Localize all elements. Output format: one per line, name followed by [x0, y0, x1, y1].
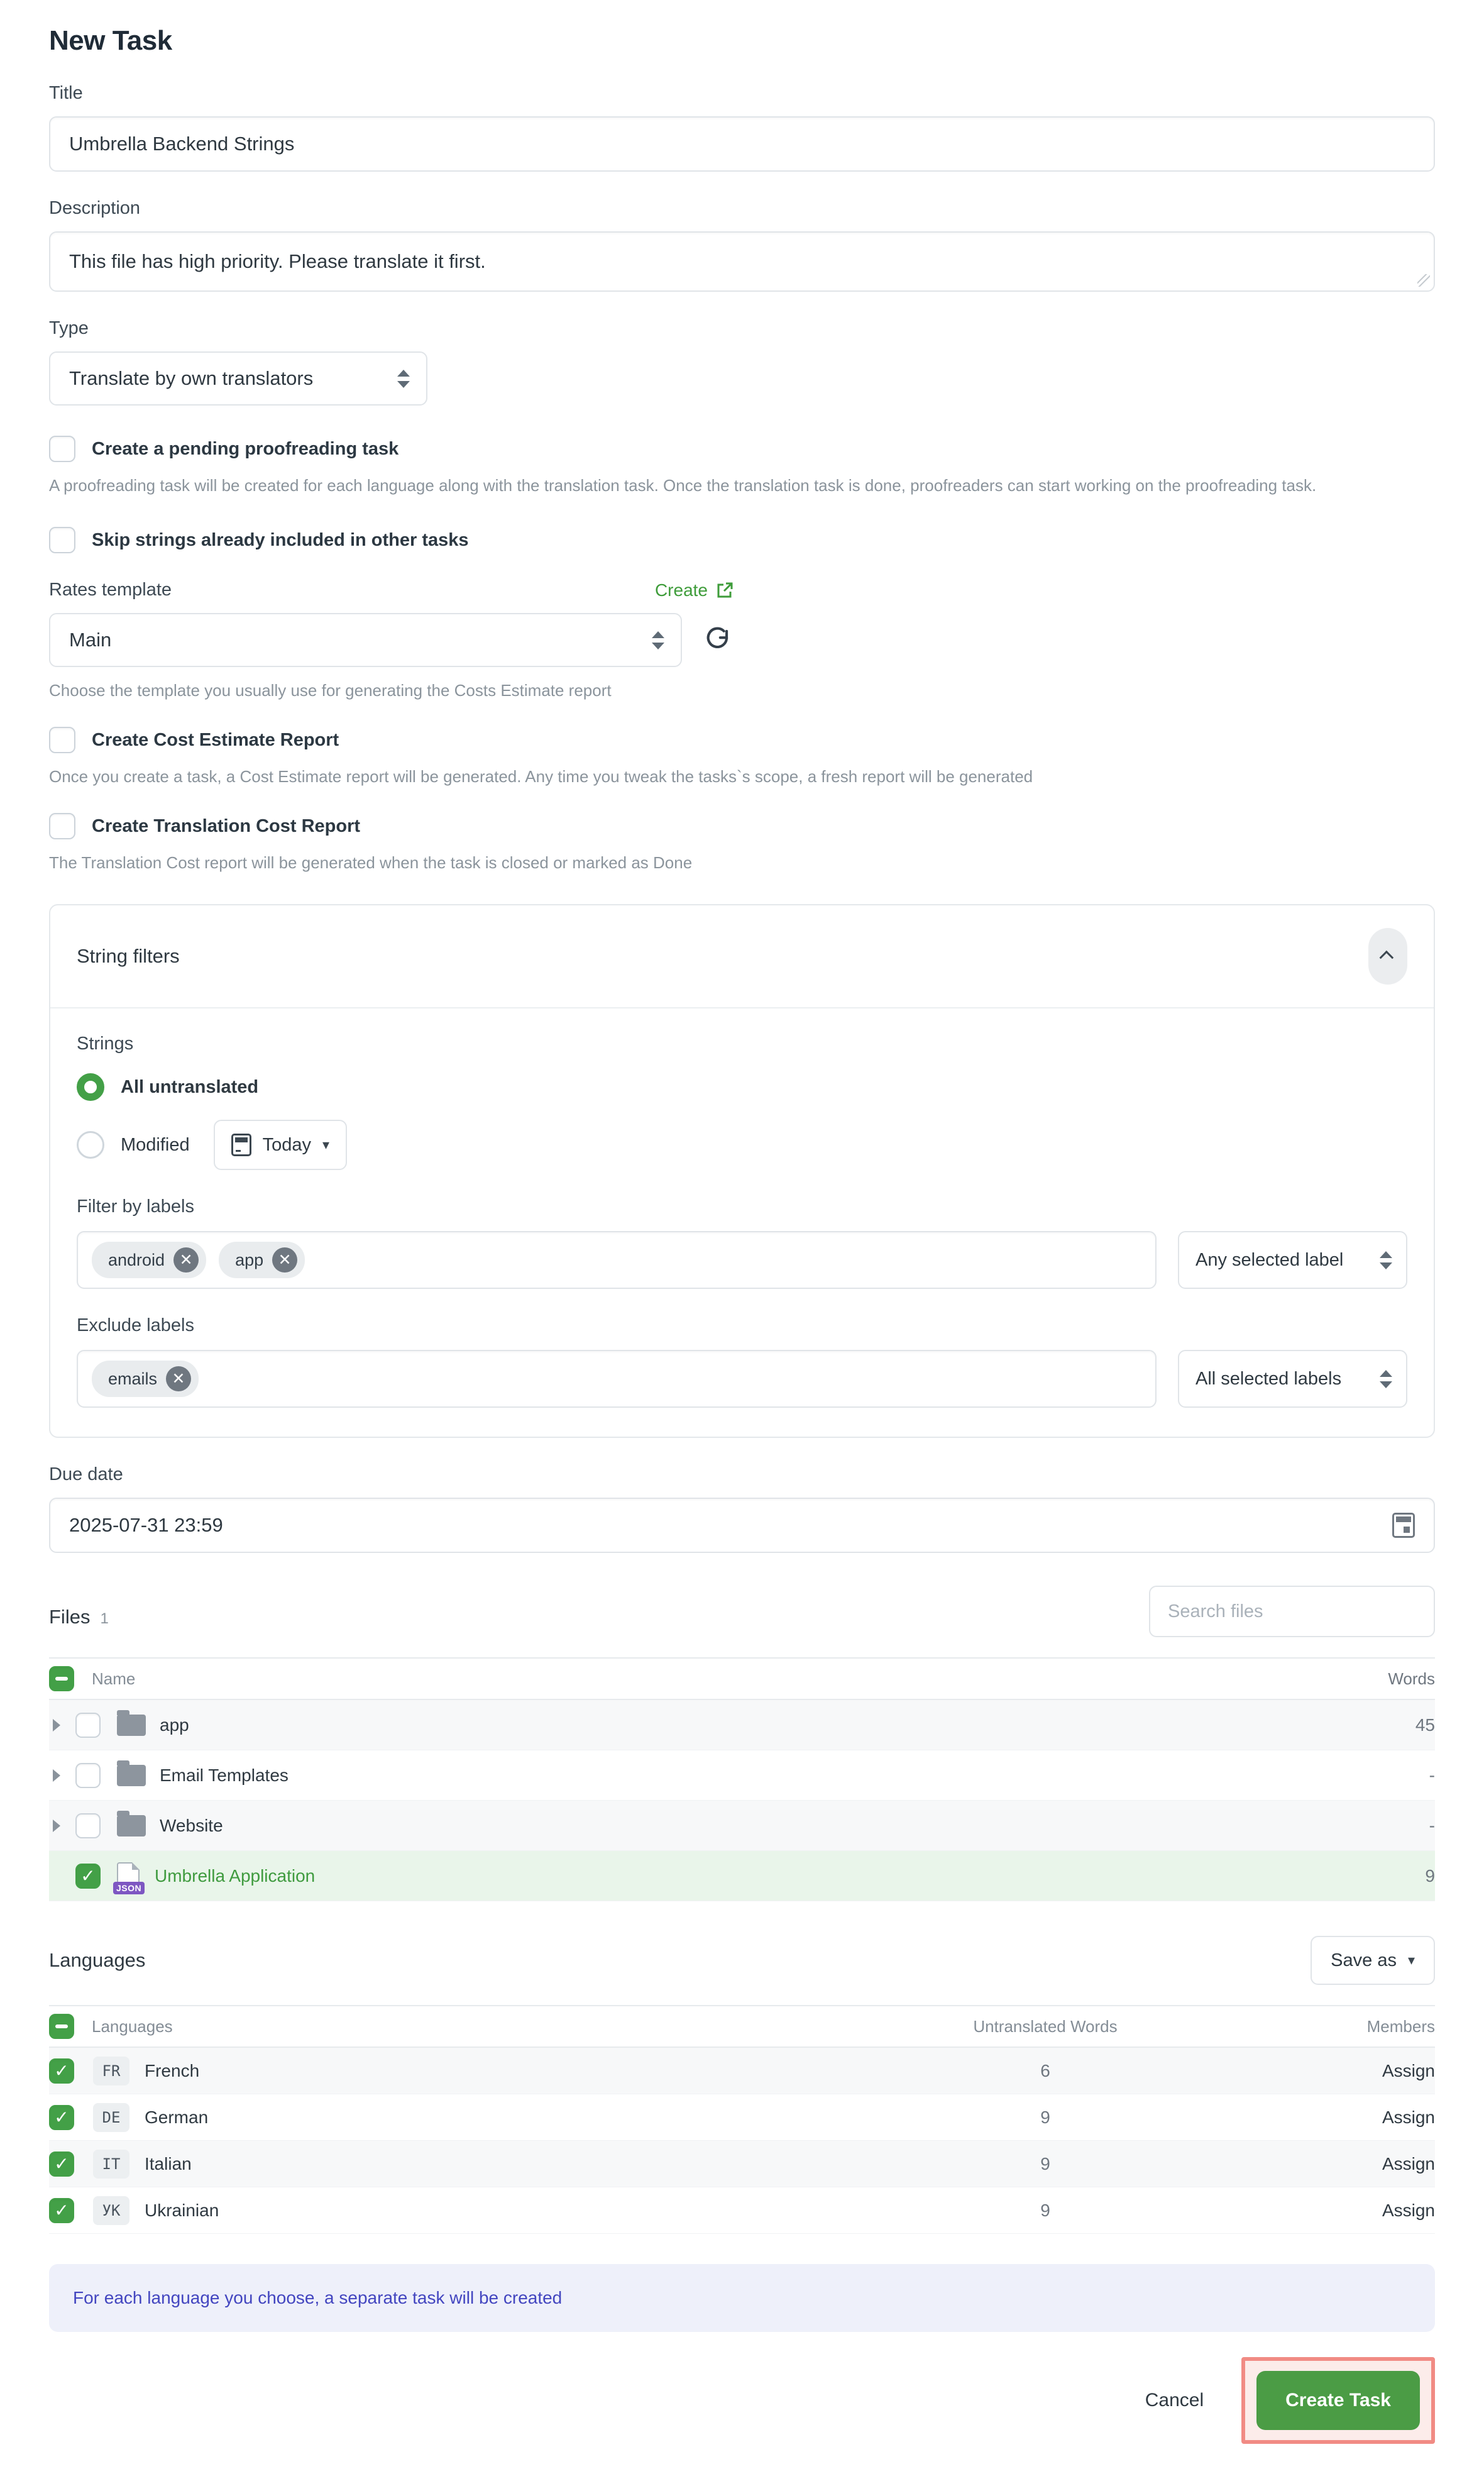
skip-strings-checkbox-label: Skip strings already included in other tasks — [92, 529, 469, 550]
refresh-icon — [703, 626, 732, 655]
string-filters-title: String filters — [77, 945, 180, 968]
untranslated-words-column-label: Untranslated Words — [973, 2016, 1118, 2036]
language-code-chip: FR — [93, 2057, 129, 2085]
rates-template-select[interactable] — [49, 613, 682, 667]
string-filters-body — [50, 1008, 1434, 1437]
language-name: German — [145, 2107, 209, 2127]
create-task-highlight — [1241, 2357, 1435, 2444]
language-checkbox[interactable]: ✓ — [49, 2105, 74, 2130]
remove-tag-icon[interactable]: ✕ — [166, 1366, 191, 1391]
language-code-chip: IT — [93, 2150, 129, 2179]
string-filters-card — [49, 904, 1435, 1438]
caret-down-icon: ▾ — [1407, 1952, 1415, 1969]
file-words: 9 — [1425, 1865, 1435, 1886]
members-column-label: Members — [1366, 2016, 1435, 2036]
description-label: Description — [49, 198, 141, 218]
files-column-name: Name — [92, 1669, 136, 1688]
description-input[interactable] — [49, 231, 1435, 292]
modified-radio[interactable] — [77, 1131, 104, 1159]
translation-cost-checkbox[interactable] — [49, 813, 75, 839]
file-name: Email Templates — [160, 1765, 289, 1785]
assign-link[interactable]: Assign — [1382, 2200, 1435, 2220]
file-checkbox[interactable] — [75, 1813, 101, 1838]
strings-label: Strings — [77, 1034, 134, 1054]
save-as-label: Save as — [1331, 1950, 1397, 1970]
label-tag-text: app — [235, 1250, 264, 1269]
files-column-words: Words — [1388, 1669, 1435, 1688]
files-section-title: Files — [49, 1606, 91, 1628]
language-checkbox[interactable]: ✓ — [49, 2198, 74, 2223]
expand-caret-icon[interactable] — [49, 1769, 75, 1782]
file-words: 45 — [1415, 1715, 1435, 1735]
file-name: Website — [160, 1815, 223, 1835]
json-file-icon — [116, 1862, 142, 1893]
json-badge: JSON — [113, 1882, 145, 1894]
file-name: app — [160, 1715, 189, 1735]
language-name: French — [145, 2060, 200, 2080]
cost-estimate-checkbox-row — [49, 727, 1435, 753]
file-row-umbrella-application[interactable] — [49, 1851, 1435, 1901]
remove-tag-icon[interactable]: ✕ — [272, 1247, 297, 1273]
filter-by-labels-label: Filter by labels — [77, 1196, 194, 1217]
language-checkbox[interactable]: ✓ — [49, 2151, 74, 2177]
language-checkbox[interactable]: ✓ — [49, 2058, 74, 2084]
folder-icon — [117, 1765, 146, 1786]
expand-caret-icon[interactable] — [49, 1820, 75, 1832]
file-checkbox[interactable] — [75, 1763, 101, 1788]
exclude-labels-input[interactable] — [77, 1350, 1157, 1408]
label-tag-app — [219, 1242, 305, 1278]
filter-labels-input[interactable] — [77, 1231, 1157, 1289]
rates-template-label: Rates template — [49, 580, 172, 600]
modified-radio-label: Modified — [121, 1134, 190, 1155]
file-name: Umbrella Application — [155, 1865, 316, 1886]
language-row-french[interactable] — [49, 2048, 1435, 2094]
refresh-rates-button[interactable] — [703, 626, 732, 655]
calendar-icon[interactable] — [1392, 1513, 1415, 1538]
chevron-up-icon — [1380, 951, 1394, 965]
language-row-ukrainian[interactable] — [49, 2187, 1435, 2234]
exclude-labels-row — [77, 1350, 1407, 1408]
languages-note-text: For each language you choose, a separate task will be created — [73, 2288, 563, 2308]
translation-cost-checkbox-label: Create Translation Cost Report — [92, 815, 361, 836]
exclude-labels-mode-select[interactable] — [1178, 1350, 1407, 1408]
modified-date-dropdown[interactable] — [214, 1120, 347, 1170]
languages-section-title: Languages — [49, 1949, 146, 1972]
select-all-files-checkbox[interactable] — [49, 1666, 74, 1691]
proofreading-checkbox[interactable] — [49, 436, 75, 462]
translation-cost-help-text: The Translation Cost report will be generated when the task is closed or marked as Done — [49, 853, 693, 873]
file-words: - — [1429, 1765, 1435, 1785]
due-date-input[interactable] — [49, 1498, 1435, 1553]
language-name: Ukrainian — [145, 2200, 219, 2220]
calendar-icon — [231, 1134, 251, 1156]
title-input-value: Umbrella Backend Strings — [69, 133, 295, 155]
all-untranslated-radio-row — [77, 1073, 1407, 1101]
select-caret-icon — [1380, 1251, 1392, 1269]
proofreading-checkbox-row — [49, 436, 1435, 462]
select-caret-icon — [1380, 1370, 1392, 1388]
type-label: Type — [49, 318, 89, 338]
title-input[interactable] — [49, 116, 1435, 172]
language-code-chip: УК — [93, 2196, 129, 2225]
create-link-text: Create — [654, 580, 708, 600]
search-files-input[interactable] — [1149, 1586, 1435, 1637]
label-tag-text: android — [108, 1250, 165, 1269]
file-checkbox[interactable]: ✓ — [75, 1864, 101, 1889]
due-date-value: 2025-07-31 23:59 — [69, 1514, 223, 1537]
description-input-value: This file has high priority. Please translate it first. — [69, 250, 486, 272]
files-count-badge: 1 — [100, 1610, 109, 1628]
due-date-label: Due date — [49, 1464, 123, 1485]
external-link-icon — [715, 581, 734, 600]
exclude-labels-mode-value: All selected labels — [1195, 1368, 1342, 1389]
skip-strings-checkbox[interactable] — [49, 527, 75, 553]
language-name: Italian — [145, 2153, 192, 2173]
filter-labels-mode-value: Any selected label — [1195, 1249, 1344, 1270]
rates-template-row — [49, 613, 1435, 667]
untranslated-words-value: 9 — [1040, 2107, 1050, 2127]
title-label: Title — [49, 83, 83, 103]
all-untranslated-radio[interactable] — [77, 1073, 104, 1101]
folder-icon — [117, 1715, 146, 1736]
rates-template-help-text: Choose the template you usually use for generating the Costs Estimate report — [49, 681, 612, 700]
select-caret-icon — [652, 631, 664, 649]
cancel-button[interactable]: Cancel — [1145, 2390, 1204, 2411]
type-select-value: Translate by own translators — [69, 367, 314, 389]
folder-icon — [117, 1815, 146, 1837]
remove-tag-icon[interactable]: ✕ — [173, 1247, 199, 1273]
modified-radio-row — [77, 1120, 1407, 1170]
language-row-german[interactable] — [49, 2094, 1435, 2141]
save-as-button[interactable] — [1311, 1936, 1435, 1985]
files-header-row — [49, 1586, 1435, 1637]
language-row-italian[interactable] — [49, 2141, 1435, 2187]
type-select[interactable] — [49, 351, 427, 406]
footer-actions — [49, 2357, 1435, 2444]
expand-caret-icon[interactable] — [49, 1719, 75, 1732]
assign-link[interactable]: Assign — [1382, 2153, 1435, 2173]
proofreading-help-text: A proofreading task will be created for each language along with the translation task. Once the translation task is done, proofreaders can start working on the proofreading task. — [49, 476, 1317, 495]
create-rates-template-link[interactable] — [655, 580, 734, 600]
untranslated-words-value: 9 — [1040, 2153, 1050, 2173]
file-words: - — [1429, 1815, 1435, 1835]
skip-strings-checkbox-row — [49, 527, 1435, 553]
languages-table — [49, 2005, 1435, 2234]
assign-link[interactable]: Assign — [1382, 2060, 1435, 2080]
untranslated-words-value: 9 — [1040, 2200, 1050, 2220]
assign-link[interactable]: Assign — [1382, 2107, 1435, 2127]
files-table-header — [49, 1657, 1435, 1700]
create-task-button[interactable]: Create Task — [1256, 2371, 1420, 2430]
label-tag-text: emails — [108, 1369, 158, 1388]
collapse-string-filters-button[interactable] — [1368, 928, 1407, 985]
languages-table-header — [49, 2005, 1435, 2048]
translation-cost-checkbox-row — [49, 813, 1435, 839]
caret-down-icon: ▾ — [322, 1137, 330, 1153]
filter-by-labels-row — [77, 1231, 1407, 1289]
language-code-chip: DE — [93, 2103, 129, 2132]
proofreading-checkbox-label: Create a pending proofreading task — [92, 438, 399, 459]
cost-estimate-checkbox[interactable] — [49, 727, 75, 753]
untranslated-words-value: 6 — [1040, 2060, 1050, 2080]
page-title: New Task — [49, 25, 172, 56]
languages-header-row — [49, 1936, 1435, 1985]
file-checkbox[interactable] — [75, 1713, 101, 1738]
languages-note-box — [49, 2264, 1435, 2332]
cost-estimate-checkbox-label: Create Cost Estimate Report — [92, 729, 339, 750]
string-filters-header — [50, 905, 1434, 1007]
languages-column-label: Languages — [92, 2016, 173, 2036]
label-tag-android — [92, 1242, 206, 1278]
exclude-labels-label: Exclude labels — [77, 1315, 194, 1336]
file-row-app[interactable] — [49, 1700, 1435, 1750]
cost-estimate-help-text: Once you create a task, a Cost Estimate report will be generated. Any time you tweak the tasks`s scope, a fresh report will be generated — [49, 767, 1033, 787]
file-row-website[interactable] — [49, 1801, 1435, 1851]
select-caret-icon — [397, 370, 410, 388]
all-untranslated-radio-label: All untranslated — [121, 1076, 259, 1097]
select-all-languages-checkbox[interactable] — [49, 2014, 74, 2039]
rates-template-select-value: Main — [69, 629, 112, 651]
rates-template-label-row — [49, 580, 734, 600]
file-row-email-templates[interactable] — [49, 1750, 1435, 1801]
files-table — [49, 1657, 1435, 1901]
filter-labels-mode-select[interactable] — [1178, 1231, 1407, 1289]
label-tag-emails — [92, 1361, 199, 1397]
modified-date-value: Today — [262, 1134, 312, 1155]
